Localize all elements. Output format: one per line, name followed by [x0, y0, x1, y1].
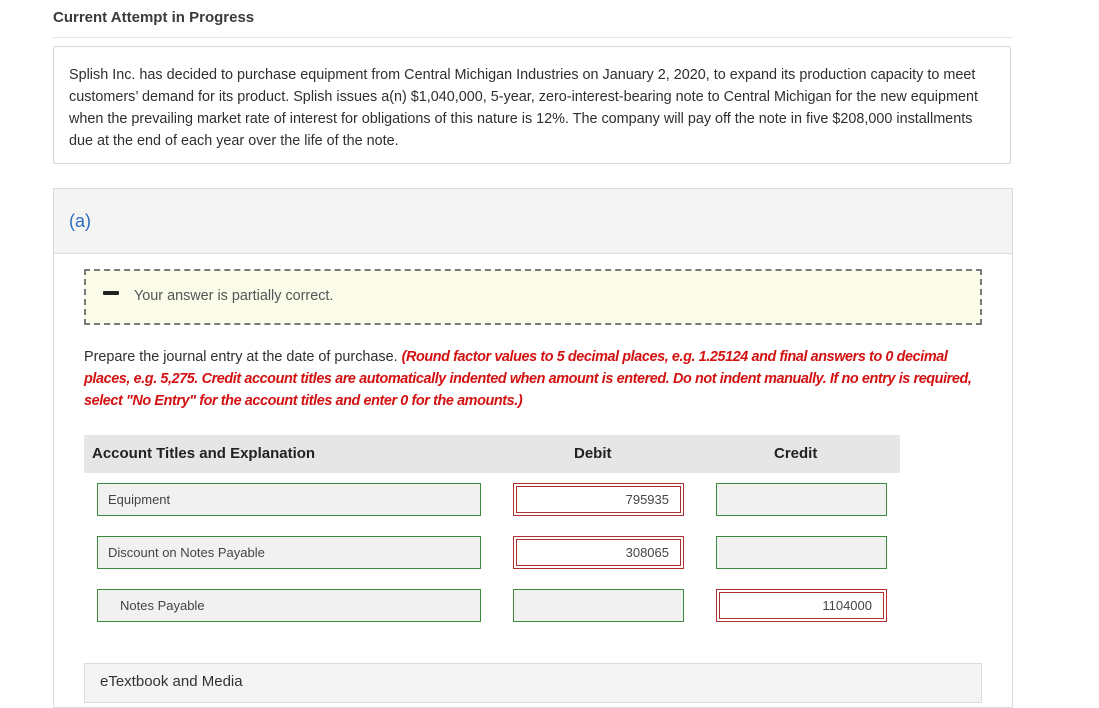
feedback-text: Your answer is partially correct. — [134, 288, 334, 304]
account-title-field-3[interactable]: Notes Payable — [97, 589, 481, 622]
instructions-lead: Prepare the journal entry at the date of purchase. — [84, 349, 402, 365]
column-header-credit: Credit — [774, 445, 818, 462]
problem-text: Splish Inc. has decided to purchase equipment from Central Michigan Industries on January 2, 2020, to expand its production capacity to meet customers’ demand for its product. Splish issues a(n) $1,040,000, 5-year, zero-interest-bearing note to Central Michigan for the new equipment when the prevailing market rate of interest for obligations of this nature is 12%. The company will pay off the note in five $208,000 installments due at the end of each year over the life of the note. — [69, 67, 978, 149]
feedback-box — [84, 269, 982, 325]
debit-amount-field-1[interactable]: 795935 — [513, 483, 684, 516]
etextbook-label: eTextbook and Media — [100, 673, 243, 690]
credit-amount-field-2[interactable] — [716, 536, 887, 569]
part-label: (a) — [69, 211, 91, 231]
header-divider — [53, 37, 1013, 38]
instructions — [84, 346, 994, 412]
column-header-debit: Debit — [574, 445, 612, 462]
credit-amount-field-1[interactable] — [716, 483, 887, 516]
instructions-note: (Round factor values to 5 decimal places, e.g. 1.25124 and final answers to 0 decimal places, e.g. 5,275. Credit account titles are automatically indented when amount is entered. Do not indent manually. If no entry is required, select "No Entry" for the account titles and enter 0 for the amounts.) — [84, 349, 972, 409]
etextbook-media-panel[interactable] — [84, 663, 982, 703]
account-title-field-2[interactable]: Discount on Notes Payable — [97, 536, 481, 569]
problem-statement — [53, 46, 1011, 164]
partially-correct-icon — [103, 291, 119, 295]
credit-amount-field-3[interactable]: 1104000 — [716, 589, 887, 622]
account-title-field-1[interactable]: Equipment — [97, 483, 481, 516]
journal-table-header — [84, 435, 900, 473]
part-header[interactable] — [54, 189, 1012, 254]
debit-amount-field-2[interactable]: 308065 — [513, 536, 684, 569]
page-title: Current Attempt in Progress — [53, 9, 255, 26]
debit-amount-field-3[interactable] — [513, 589, 684, 622]
column-header-account: Account Titles and Explanation — [92, 445, 316, 462]
